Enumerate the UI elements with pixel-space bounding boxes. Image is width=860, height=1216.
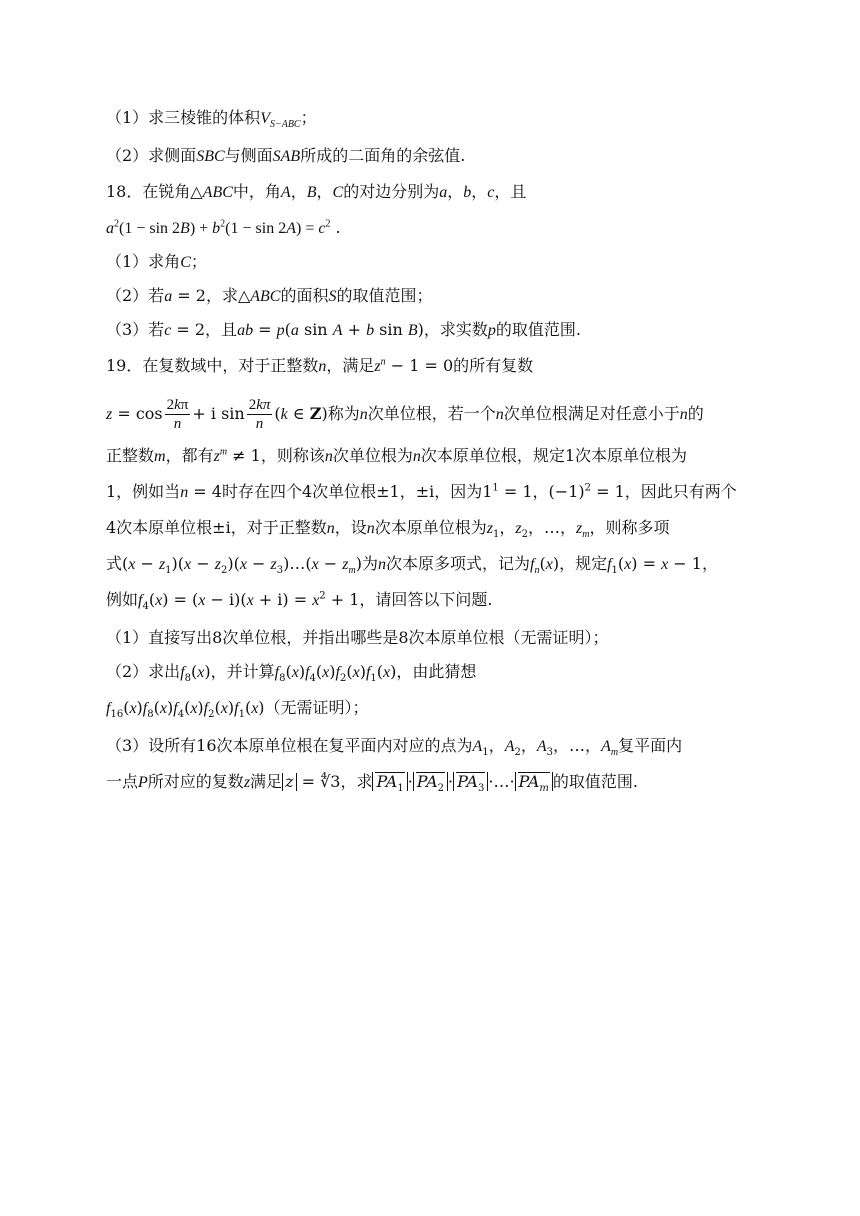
text-line: （3）若c = 2，且ab = p(a sin A + b sin B)，求实数p的取值范围. — [106, 320, 581, 339]
text-line: （2）求出$f_8(x)$，并计算$f_8(x)f_4(x)f_2(x)f_1(x)$，由此猜想 — [106, 662, 477, 685]
text-line: （3）设所有16次本原单位根在复平面内对应的点为$A_1$，$A_2$，$A_3$，…，$A_m$复平面内 — [106, 736, 683, 759]
text-line: 一点P所对应的复数z满足 z = ∜3，求 $PA_1 \cdot PA_2 \cdot PA_3$ ·…· $PA_m$ 的取值范围. — [106, 772, 638, 795]
text-line: 1，例如当n = 4时存在四个4次单位根±1，±i，因为$1^1 = 1$，$(-1)^2 = 1$，因此只有两个 — [106, 482, 737, 501]
text-line: （1）求三棱锥的体积$V_{S-ABC}$； — [106, 108, 317, 131]
text-line: 18．在锐角△ABC中，角A，B，C的对边分别为a，b，c，且 — [106, 182, 527, 201]
text-line: 正整数m，都有$z^m \ne 1$，则称该n次单位根为n次本原单位根，规定1次本原单位根为 — [106, 446, 688, 465]
text-line: （1）直接写出8次单位根，并指出哪些是8次本原单位根（无需证明）； — [106, 628, 609, 647]
text-line: 4次本原单位根±i，对于正整数n，设n次本原单位根为$z_1$，$z_2$，…，$z_m$，则称多项 — [106, 518, 670, 541]
text-line: $f_{16}(x)f_8(x)f_4(x)f_2(x)f_1(x)$（无需证明）； — [106, 698, 369, 721]
text-line: 例如$f_4(x) = (x - i)(x + i) = x^2 + 1$，请回答以下问题. — [106, 590, 493, 613]
text-line: z = cos $\frac{2k\pi}{n}$ + i sin $\frac{2k\pi}{n}$ (k ∈ Z)称为n次单位根，若一个n次单位根满足对任意小于n的 — [106, 397, 704, 432]
text-line: 式$(x - z_1)(x - z_2)(x$ − $z_3)\dots(x - z_m)$为n次本原多项式，记为$f_n(x)$，规定$f_1(x) = x - 1$， — [106, 554, 718, 577]
text-line: （1）求角C； — [106, 252, 207, 271]
text-line: （2）若a = 2，求△ABC的面积S的取值范围； — [106, 286, 433, 305]
text-line: $a^2(1 - \sin 2B) + b^2(1 - \sin 2A) = c^2$ . — [106, 218, 341, 237]
text-line: 19．在复数域中，对于正整数n，满足$z^n - 1 = 0$的所有复数 — [106, 356, 534, 375]
text-line: （2）求侧面SBC与侧面SAB所成的二面角的余弦值. — [106, 146, 466, 165]
